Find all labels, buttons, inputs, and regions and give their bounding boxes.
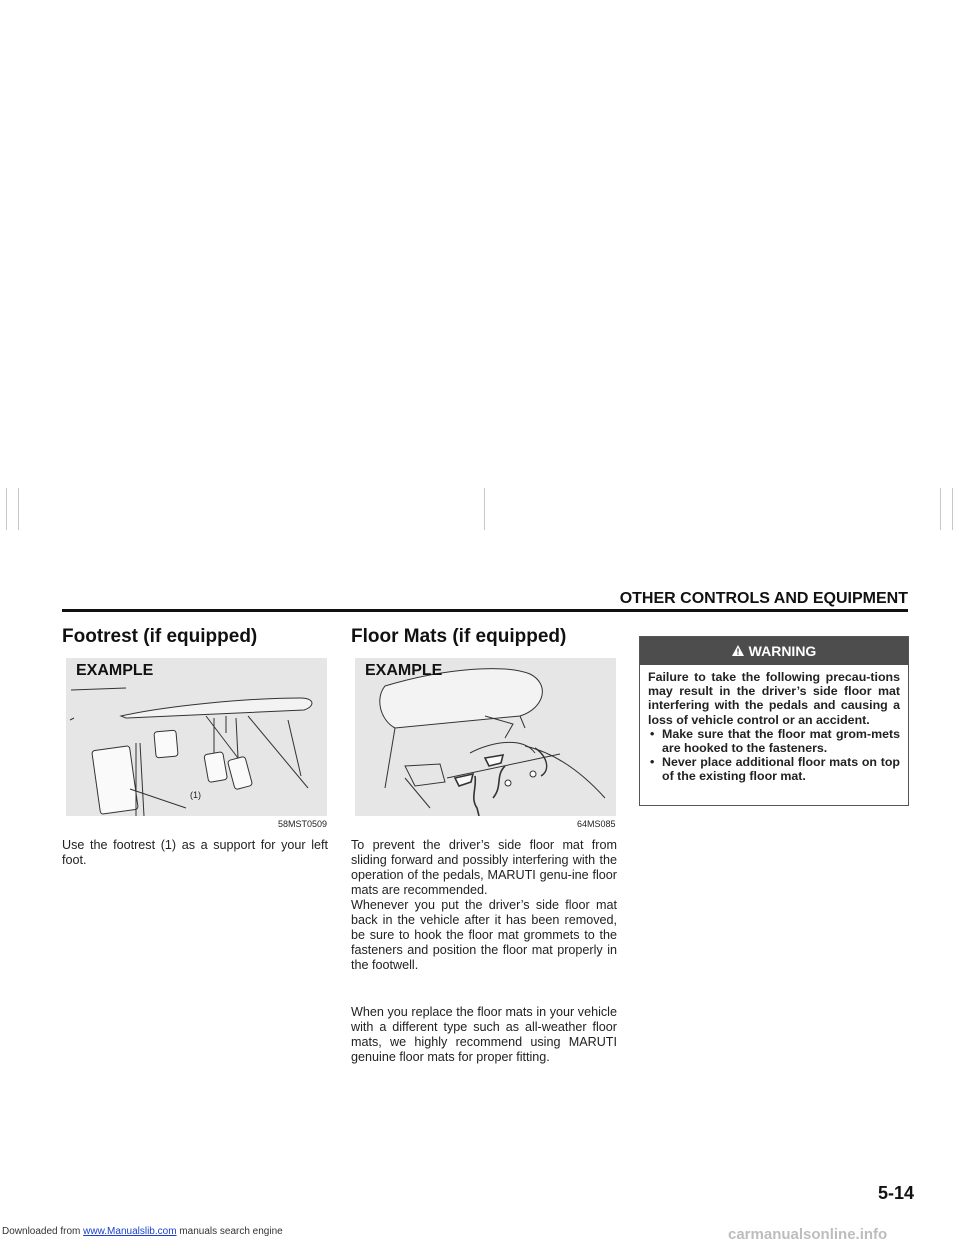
footer-prefix: Downloaded from [2, 1226, 84, 1237]
warning-intro: Failure to take the following precau-tions may result in the driver’s side floor mat interfering with the pedals and causing a loss of vehicle control or an accident. [648, 670, 900, 727]
trim-mark [18, 488, 19, 530]
floormats-figure-label: EXAMPLE [365, 662, 443, 679]
page-number: 5-14 [877, 1183, 914, 1203]
floormats-heading: Floor Mats (if equipped) [351, 626, 567, 647]
footer-watermark: carmanualsonline.info [728, 1226, 888, 1243]
warning-item: • Never place additional floor mats on top of the existing floor mat. [648, 755, 900, 783]
warning-list [648, 727, 900, 784]
floormats-para-3: When you replace the floor mats in your vehicle with a different type such as all-weather floor mats, we highly recommend using MARUTI genuine floor mats for proper fitting. [351, 1005, 617, 1064]
floormats-illustration [355, 658, 616, 816]
warning-title: WARNING [748, 643, 817, 659]
trim-mark [6, 488, 7, 530]
floormats-figure-code: 64MS085 [577, 819, 616, 829]
header-rule [62, 609, 908, 612]
footrest-body: Use the footrest (1) as a support for your left foot. [62, 838, 328, 867]
footrest-callout: (1) [190, 790, 201, 800]
warning-box [639, 636, 909, 806]
footrest-figure-code: 58MST0509 [278, 819, 328, 829]
footer-suffix: manuals search engine [176, 1226, 283, 1237]
warning-body [640, 665, 908, 784]
warning-item: • Make sure that the floor mat grom-mets are hooked to the fasteners. [648, 727, 900, 755]
footrest-heading: Footrest (if equipped) [62, 626, 258, 647]
trim-mark [940, 488, 941, 530]
floormats-figure [355, 658, 616, 816]
floormats-para-2: Whenever you put the driver’s side floor mat back in the vehicle after it has been removed, be sure to hook the floor mat grommets to the fasteners and position the floor mat properly in the footwell. [351, 898, 617, 972]
warning-triangle-icon [732, 643, 744, 659]
footrest-figure [66, 658, 327, 816]
warning-header [640, 637, 908, 665]
trim-mark [952, 488, 953, 530]
trim-mark [484, 488, 485, 530]
section-header-title: OTHER CONTROLS AND EQUIPMENT [619, 590, 908, 607]
footrest-figure-label: EXAMPLE [76, 662, 154, 679]
footer-link[interactable]: www.Manualslib.com [83, 1226, 177, 1237]
footer-bar [0, 1224, 960, 1243]
footer-download-note [2, 1226, 283, 1237]
floormats-para-1: To prevent the driver’s side floor mat from sliding forward and possibly interfering with the operation of the pedals, MARUTI genu-ine floor mats are recommended. [351, 838, 617, 897]
